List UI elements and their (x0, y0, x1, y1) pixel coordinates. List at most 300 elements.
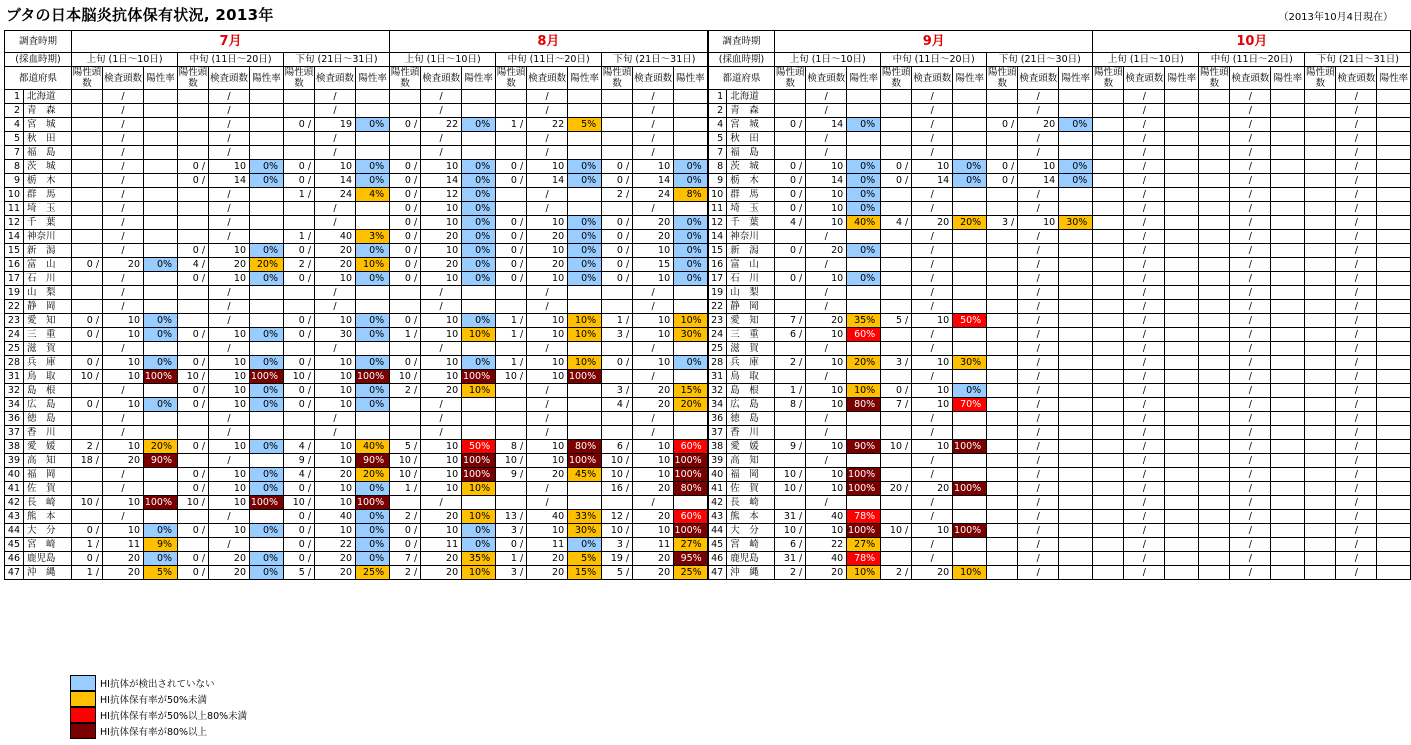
tested-count: / (1230, 342, 1271, 356)
positive-count (496, 286, 527, 300)
positive-count (390, 398, 421, 412)
tested-count: 20 (103, 552, 144, 566)
tested-count: / (103, 272, 144, 286)
tested-count: 40 (315, 510, 356, 524)
pref-code: 4 (5, 118, 24, 132)
tested-count: 20 (209, 552, 250, 566)
positive-count (881, 412, 912, 426)
pref-code: 47 (5, 566, 24, 580)
positive-rate: 20% (356, 468, 390, 482)
positive-count (72, 146, 103, 160)
positive-count (987, 370, 1018, 384)
positive-rate (144, 384, 178, 398)
positive-rate (674, 496, 708, 510)
positive-rate: 100% (674, 468, 708, 482)
tested-count: / (421, 286, 462, 300)
positive-rate (847, 132, 881, 146)
pref-name: 秋 田 (24, 132, 72, 146)
pref-name: 石 川 (727, 272, 775, 286)
positive-count (1305, 244, 1336, 258)
positive-count: 9 / (496, 468, 527, 482)
positive-rate (1165, 384, 1199, 398)
positive-count (881, 342, 912, 356)
tested-count: 10 (912, 524, 953, 538)
positive-count (1093, 496, 1124, 510)
pref-name: 兵 庫 (24, 356, 72, 370)
positive-rate: 0% (250, 244, 284, 258)
pref-name: 富 山 (24, 258, 72, 272)
positive-rate: 100% (674, 524, 708, 538)
tested-count: 22 (421, 118, 462, 132)
positive-rate: 5% (144, 566, 178, 580)
positive-rate (1377, 552, 1411, 566)
positive-count: 10 / (496, 370, 527, 384)
tested-count: / (1336, 356, 1377, 370)
positive-count (1199, 426, 1230, 440)
positive-count (987, 230, 1018, 244)
positive-count (1305, 300, 1336, 314)
rate-label: 陽性率 (847, 67, 881, 90)
positive-rate (1377, 202, 1411, 216)
positive-rate (1059, 426, 1093, 440)
positive-rate (1165, 524, 1199, 538)
positive-count (987, 132, 1018, 146)
positive-count: 10 / (881, 440, 912, 454)
table-row (5, 216, 1411, 230)
positive-rate (1271, 188, 1305, 202)
pref-name: 滋 賀 (24, 342, 72, 356)
pref-name: 高 知 (727, 454, 775, 468)
positive-count: 5 / (602, 566, 633, 580)
tested-count: 12 (421, 188, 462, 202)
positive-count (1093, 524, 1124, 538)
tested-count: / (103, 412, 144, 426)
positive-count (1093, 356, 1124, 370)
positive-count: 12 / (602, 510, 633, 524)
positive-count (1305, 188, 1336, 202)
table-row (5, 440, 1411, 454)
positive-rate (1165, 412, 1199, 426)
positive-count: 0 / (72, 328, 103, 342)
positive-rate (847, 300, 881, 314)
positive-count (987, 356, 1018, 370)
tested-count: 20 (209, 566, 250, 580)
prefecture-label: 都道府県 (708, 67, 775, 90)
tested-count: 14 (806, 118, 847, 132)
positive-count (284, 342, 315, 356)
period-header: 上旬 (1日〜10日) (390, 53, 496, 67)
positive-rate: 30% (1059, 216, 1093, 230)
positive-rate (1059, 90, 1093, 104)
pref-name: 香 川 (727, 426, 775, 440)
tested-count: / (1230, 202, 1271, 216)
positive-count (178, 314, 209, 328)
positive-rate (356, 104, 390, 118)
pref-name: 群 馬 (24, 188, 72, 202)
tested-count: 20 (633, 216, 674, 230)
positive-rate (674, 118, 708, 132)
as-of-date: （2013年10月4日現在） (1278, 12, 1393, 23)
positive-count: 0 / (284, 524, 315, 538)
positive-rate (1377, 440, 1411, 454)
positive-count: 0 / (602, 216, 633, 230)
positive-count (178, 90, 209, 104)
positive-rate (250, 216, 284, 230)
positive-rate: 15% (674, 384, 708, 398)
positive-rate: 0% (144, 258, 178, 272)
tested-count: / (1018, 328, 1059, 342)
tested-count: 20 (315, 552, 356, 566)
positive-rate (1059, 398, 1093, 412)
tested-count: 10 (209, 328, 250, 342)
tested-count: / (315, 132, 356, 146)
tested-count: 10 (421, 160, 462, 174)
positive-rate (1377, 188, 1411, 202)
period-header: 上旬 (1日〜10日) (72, 53, 178, 67)
positive-count: 10 / (178, 496, 209, 510)
tested-count: / (1230, 328, 1271, 342)
tested-count: 20 (315, 468, 356, 482)
positive-count (1305, 118, 1336, 132)
tested-count: / (633, 146, 674, 160)
tested-count: / (1230, 482, 1271, 496)
positive-rate (1377, 272, 1411, 286)
tested-count: / (209, 146, 250, 160)
positive-rate (1271, 146, 1305, 160)
pref-code: 31 (708, 370, 727, 384)
positive-rate: 0% (250, 566, 284, 580)
positive-rate (462, 300, 496, 314)
tested-count: / (1230, 258, 1271, 272)
positive-count (1199, 230, 1230, 244)
pref-name: 山 梨 (24, 286, 72, 300)
positive-count (987, 258, 1018, 272)
positive-rate (1059, 230, 1093, 244)
pref-code: 24 (708, 328, 727, 342)
pref-code: 9 (708, 174, 727, 188)
positive-rate (847, 426, 881, 440)
positive-rate: 0% (356, 160, 390, 174)
positive-rate (1377, 314, 1411, 328)
positive-count (1305, 482, 1336, 496)
positive-count (1305, 468, 1336, 482)
positive-count: 0 / (178, 524, 209, 538)
positive-rate (1059, 496, 1093, 510)
pref-name: 茨 城 (727, 160, 775, 174)
positive-rate (568, 104, 602, 118)
tested-head-label: 検査頭数 (315, 67, 356, 90)
positive-rate (1377, 468, 1411, 482)
pref-code: 12 (708, 216, 727, 230)
tested-count: 11 (103, 538, 144, 552)
positive-count (178, 104, 209, 118)
positive-count (1199, 566, 1230, 580)
sampling-period-label: (採血時期) (708, 53, 775, 67)
positive-rate: 0% (462, 314, 496, 328)
positive-count: 4 / (178, 258, 209, 272)
tested-count: 10 (806, 384, 847, 398)
positive-rate (1059, 370, 1093, 384)
tested-count: / (912, 300, 953, 314)
positive-head-label: 陽性頭数 (881, 67, 911, 89)
period-header: 中旬 (11日〜20日) (1199, 53, 1305, 67)
rate-label: 陽性率 (1271, 67, 1305, 90)
tested-count: 10 (527, 370, 568, 384)
positive-count: 0 / (390, 244, 421, 258)
positive-rate: 100% (356, 370, 390, 384)
pref-code: 15 (708, 244, 727, 258)
table-row (5, 202, 1411, 216)
tested-count: 10 (633, 244, 674, 258)
tested-count: / (421, 412, 462, 426)
positive-count (1305, 216, 1336, 230)
tested-count: 10 (912, 314, 953, 328)
tested-count: / (1018, 566, 1059, 580)
positive-count (1199, 216, 1230, 230)
positive-rate (1059, 314, 1093, 328)
period-header: 下旬 (21日〜31日) (602, 53, 708, 67)
positive-rate (953, 188, 987, 202)
tested-count: / (1124, 160, 1165, 174)
positive-rate (1271, 552, 1305, 566)
positive-count (987, 510, 1018, 524)
positive-rate: 100% (568, 370, 602, 384)
positive-rate (356, 426, 390, 440)
table-row (5, 538, 1411, 552)
positive-count: 7 / (775, 314, 806, 328)
positive-count (602, 132, 633, 146)
positive-count (1093, 440, 1124, 454)
positive-rate (847, 146, 881, 160)
pref-code: 44 (708, 524, 727, 538)
positive-count (178, 454, 209, 468)
positive-rate: 100% (356, 496, 390, 510)
pref-code: 24 (5, 328, 24, 342)
positive-rate (1377, 174, 1411, 188)
positive-count (390, 300, 421, 314)
positive-count: 0 / (72, 314, 103, 328)
positive-count: 4 / (284, 440, 315, 454)
positive-count (284, 426, 315, 440)
tested-count: / (912, 272, 953, 286)
tested-count: / (1124, 524, 1165, 538)
positive-rate (568, 482, 602, 496)
tested-count: / (1018, 258, 1059, 272)
positive-count (178, 412, 209, 426)
positive-rate (462, 412, 496, 426)
tested-count: 10 (315, 482, 356, 496)
tested-count: 10 (421, 314, 462, 328)
pref-code: 46 (708, 552, 727, 566)
tested-count: / (1018, 132, 1059, 146)
positive-rate: 10% (356, 258, 390, 272)
positive-count (987, 272, 1018, 286)
positive-count (775, 90, 806, 104)
positive-rate (953, 426, 987, 440)
tested-count: 10 (315, 398, 356, 412)
pref-code: 40 (708, 468, 727, 482)
positive-rate (1165, 356, 1199, 370)
positive-count: 0 / (284, 272, 315, 286)
positive-count: 0 / (987, 118, 1018, 132)
positive-count: 0 / (390, 174, 421, 188)
pref-code: 34 (5, 398, 24, 412)
legend-item (70, 675, 247, 691)
legend-swatch (70, 707, 96, 723)
positive-rate (1377, 384, 1411, 398)
positive-count (178, 426, 209, 440)
positive-rate (1059, 132, 1093, 146)
positive-rate (1271, 244, 1305, 258)
positive-count: 0 / (390, 230, 421, 244)
positive-count (775, 342, 806, 356)
positive-count (1305, 328, 1336, 342)
rate-label: 陽性率 (1165, 67, 1199, 90)
tested-count: / (1018, 426, 1059, 440)
positive-count (496, 146, 527, 160)
positive-rate: 80% (847, 398, 881, 412)
pref-code: 7 (5, 146, 24, 160)
tested-count: / (1336, 202, 1377, 216)
pref-name: 北海道 (727, 90, 775, 104)
tested-count: / (633, 202, 674, 216)
tested-count: / (633, 370, 674, 384)
tested-count: / (912, 90, 953, 104)
tested-count: 11 (633, 538, 674, 552)
period-header: 上旬 (1日〜10日) (775, 53, 881, 67)
table-row (5, 244, 1411, 258)
tested-count: / (1018, 482, 1059, 496)
positive-rate: 100% (847, 524, 881, 538)
positive-count (881, 468, 912, 482)
positive-rate (462, 398, 496, 412)
positive-count (72, 244, 103, 258)
tested-count: 10 (421, 356, 462, 370)
tested-count: / (806, 258, 847, 272)
positive-count (987, 468, 1018, 482)
positive-count: 0 / (602, 160, 633, 174)
positive-rate (1165, 104, 1199, 118)
tested-count: / (209, 104, 250, 118)
positive-count: 2 / (602, 188, 633, 202)
positive-count (1093, 300, 1124, 314)
positive-count (881, 202, 912, 216)
pref-code: 19 (5, 286, 24, 300)
positive-count (1199, 300, 1230, 314)
table-row (5, 230, 1411, 244)
positive-count (1305, 132, 1336, 146)
pref-name: 愛 媛 (24, 440, 72, 454)
tested-count: 10 (806, 188, 847, 202)
tested-count: / (912, 426, 953, 440)
tested-count: 20 (633, 398, 674, 412)
positive-count (1199, 496, 1230, 510)
positive-count (987, 398, 1018, 412)
tested-count: 22 (527, 118, 568, 132)
positive-rate (462, 426, 496, 440)
pref-name: 三 重 (24, 328, 72, 342)
positive-rate (250, 538, 284, 552)
positive-rate: 35% (462, 552, 496, 566)
pref-code: 10 (5, 188, 24, 202)
tested-count: 20 (421, 258, 462, 272)
rate-label: 陽性率 (356, 67, 390, 90)
positive-rate (1377, 566, 1411, 580)
tested-head-label: 検査頭数 (912, 67, 953, 90)
tested-count: / (633, 132, 674, 146)
tested-count: / (912, 468, 953, 482)
tested-count: 10 (633, 314, 674, 328)
positive-rate (1377, 258, 1411, 272)
table-row (5, 314, 1411, 328)
pref-code: 39 (5, 454, 24, 468)
positive-rate: 10% (847, 384, 881, 398)
tested-count: / (315, 412, 356, 426)
pref-name: 福 岡 (24, 468, 72, 482)
pref-code: 1 (708, 90, 727, 104)
positive-count (178, 202, 209, 216)
tested-count: 10 (527, 328, 568, 342)
positive-count (987, 202, 1018, 216)
positive-rate (1059, 258, 1093, 272)
pref-code: 42 (708, 496, 727, 510)
tested-count: 24 (315, 188, 356, 202)
positive-rate (1059, 454, 1093, 468)
pref-name: 宮 崎 (24, 538, 72, 552)
positive-count (1199, 468, 1230, 482)
positive-count (284, 202, 315, 216)
tested-count: 14 (315, 174, 356, 188)
positive-count: 0 / (284, 482, 315, 496)
tested-count: 10 (315, 524, 356, 538)
positive-count: 9 / (284, 454, 315, 468)
positive-count (72, 188, 103, 202)
positive-count (284, 104, 315, 118)
pref-name: 大 分 (727, 524, 775, 538)
pref-code: 8 (5, 160, 24, 174)
positive-count: 0 / (390, 118, 421, 132)
positive-count (178, 146, 209, 160)
positive-count (602, 370, 633, 384)
positive-rate (674, 90, 708, 104)
pref-name: 神奈川 (727, 230, 775, 244)
positive-rate: 0% (250, 524, 284, 538)
tested-count: / (103, 468, 144, 482)
positive-count: 0 / (496, 174, 527, 188)
positive-rate (1271, 440, 1305, 454)
positive-rate: 40% (847, 216, 881, 230)
tested-count: / (1230, 314, 1271, 328)
tested-count: 10 (209, 496, 250, 510)
tested-count: / (1124, 398, 1165, 412)
positive-count (1305, 258, 1336, 272)
positive-rate (568, 132, 602, 146)
positive-rate (953, 342, 987, 356)
positive-rate (144, 188, 178, 202)
tested-count: / (527, 384, 568, 398)
positive-count (72, 160, 103, 174)
tested-count: / (1124, 384, 1165, 398)
positive-count: 0 / (284, 328, 315, 342)
positive-rate (250, 342, 284, 356)
tested-count: 19 (315, 118, 356, 132)
tested-count: / (806, 370, 847, 384)
tested-count: / (633, 300, 674, 314)
pref-name: 沖 縄 (24, 566, 72, 580)
positive-rate (1165, 202, 1199, 216)
positive-rate (1165, 496, 1199, 510)
positive-rate (1377, 538, 1411, 552)
